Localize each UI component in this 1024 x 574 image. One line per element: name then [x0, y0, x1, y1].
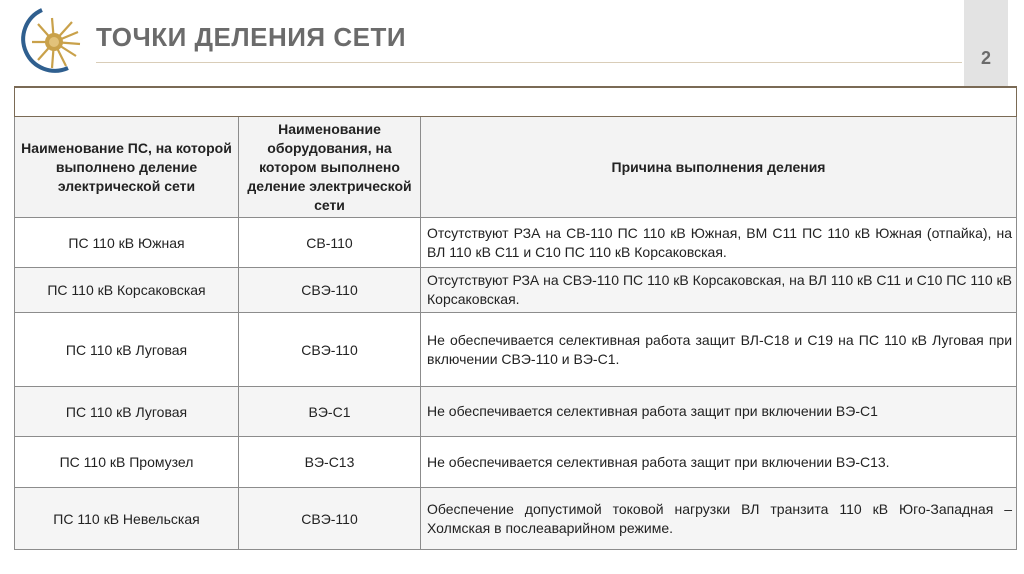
reason-cell: Отсутствуют РЗА на СВЭ-110 ПС 110 кВ Корсаковская, на ВЛ 110 кВ С11 и С10 ПС 110 кВ Корсаковская. [421, 268, 1017, 313]
reason-cell: Не обеспечивается селективная работа защит при включении ВЭ-С13. [421, 437, 1017, 488]
table-top-bar [15, 87, 1017, 117]
table-header-row [15, 117, 1017, 218]
substation-cell: ПС 110 кВ Луговая [15, 387, 239, 437]
equipment-cell: СВЭ-110 [239, 268, 421, 313]
substation-cell: ПС 110 кВ Южная [15, 218, 239, 268]
page-title: ТОЧКИ ДЕЛЕНИЯ СЕТИ [96, 22, 407, 52]
substation-cell: ПС 110 кВ Корсаковская [15, 268, 239, 313]
equipment-cell: ВЭ-С1 [239, 387, 421, 437]
table-row [15, 437, 1017, 488]
substation-cell: ПС 110 кВ Промузел [15, 437, 239, 488]
table-row [15, 488, 1017, 550]
table-row [15, 387, 1017, 437]
equipment-cell: СВЭ-110 [239, 488, 421, 550]
column-header-substation: Наименование ПС, на которой выполнено деление электрической сети [15, 117, 239, 218]
reason-cell: Не обеспечивается селективная работа защит ВЛ-С18 и С19 на ПС 110 кВ Луговая при включении СВЭ-110 и ВЭ-С1. [421, 313, 1017, 387]
equipment-cell: ВЭ-С13 [239, 437, 421, 488]
substation-cell: ПС 110 кВ Невельская [15, 488, 239, 550]
table-row [15, 218, 1017, 268]
column-header-reason: Причина выполнения деления [421, 117, 1017, 218]
table-row [15, 313, 1017, 387]
company-logo [8, 2, 88, 82]
page-number: 2 [980, 48, 991, 68]
equipment-cell: СВ-110 [239, 218, 421, 268]
substation-cell: ПС 110 кВ Луговая [15, 313, 239, 387]
sun-emblem-icon [8, 2, 88, 82]
page-number-box [964, 0, 1008, 86]
title-divider [96, 62, 962, 63]
division-points-table [14, 86, 1016, 550]
reason-cell: Отсутствуют РЗА на СВ-110 ПС 110 кВ Южная, ВМ С11 ПС 110 кВ Южная (отпайка), на ВЛ 110 кВ С11 и С10 ПС 110 кВ Корсаковская. [421, 218, 1017, 268]
table-row [15, 268, 1017, 313]
reason-cell: Обеспечение допустимой токовой нагрузки ВЛ транзита 110 кВ Юго-Западная – Холмская в послеаварийном режиме. [421, 488, 1017, 550]
column-header-equipment: Наименование оборудования, на котором выполнено деление электрической сети [239, 117, 421, 218]
equipment-cell: СВЭ-110 [239, 313, 421, 387]
reason-cell: Не обеспечивается селективная работа защит при включении ВЭ-С1 [421, 387, 1017, 437]
